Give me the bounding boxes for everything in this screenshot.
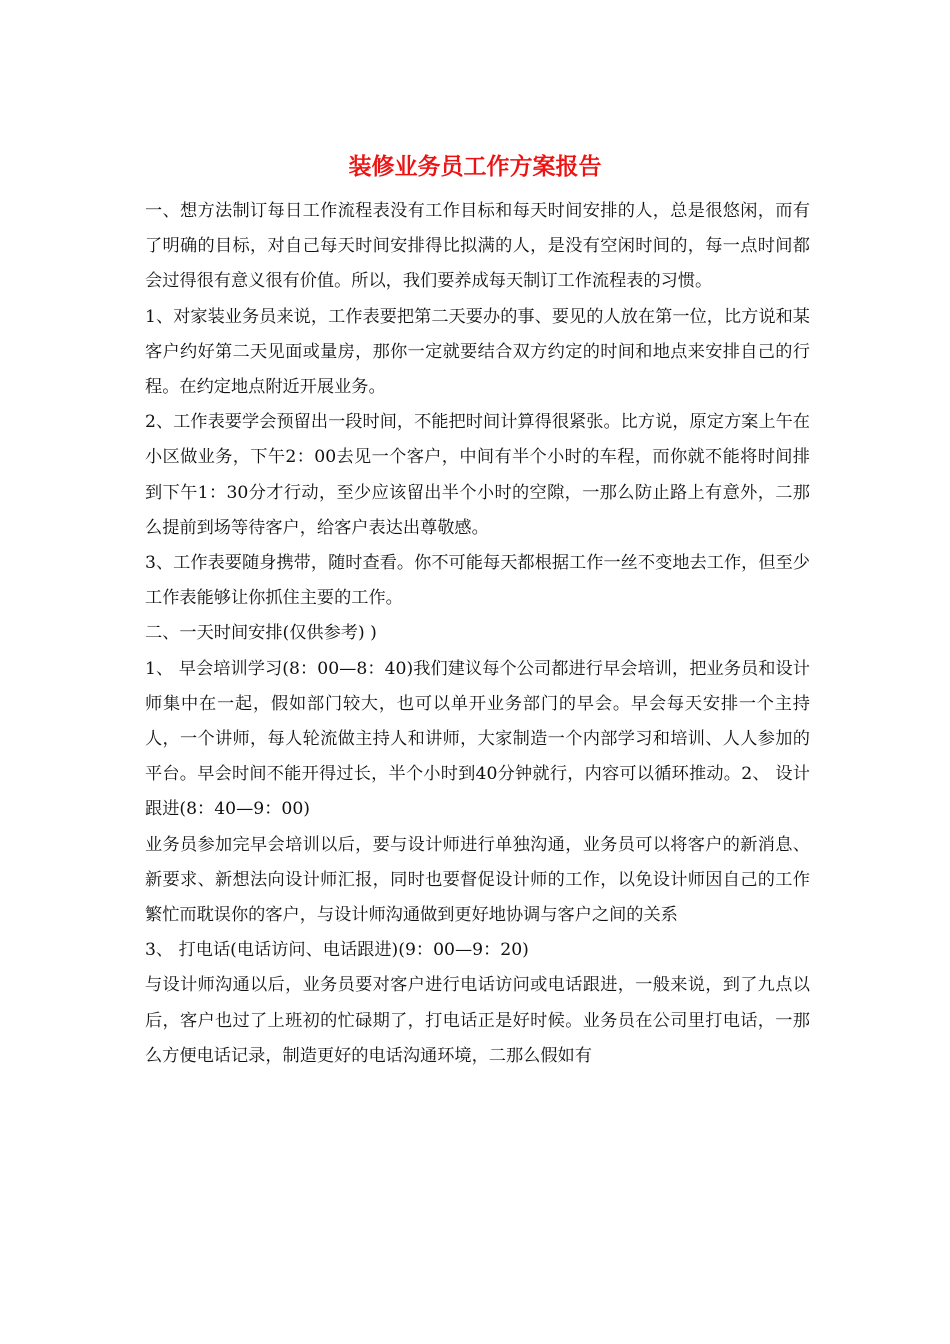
paragraph-7-designer-followup: 业务员参加完早会培训以后，要与设计师进行单独沟通，业务员可以将客户的新消息、新要求、新想法向设计师汇报，同时也要督促设计师的工作，以免设计师因自己的工作繁忙而耽误你的客户，与设计师沟通做到更好地协调与客户之间的关系 xyxy=(145,834,810,926)
paragraph-5-section-heading: 二、一天时间安排(仅供参考) ) xyxy=(145,623,377,644)
document-title: 装修业务员工作方案报告 xyxy=(348,153,602,180)
paragraph-8-phone-calls-heading: 3、 打电话(电话访问、电话跟进)(9：00—9：20) xyxy=(145,940,529,961)
paragraph-9-phone-calls: 与设计师沟通以后，业务员要对客户进行电话访问或电话跟进，一般来说，到了九点以后，客户也过了上班初的忙碌期了，打电话正是好时候。业务员在公司里打电话，一那么方便电话记录，制造更好的电话沟通环境，二那么假如有 xyxy=(145,975,810,1066)
paragraph-1-daily-workflow: 一、想方法制订每日工作流程表没有工作目标和每天时间安排的人，总是很悠闲，而有了明确的目标，对自己每天时间安排得比拟满的人，是没有空闲时间的，每一点时间都会过得很有意义很有价值。所以，我们要养成每天制订工作流程表的习惯。 xyxy=(145,201,810,292)
document-body xyxy=(145,194,810,1074)
paragraph-6-morning-training: 1、 早会培训学习(8：00—8：40)我们建议每个公司都进行早会培训，把业务员和设计师集中在一起，假如部门较大，也可以单开业务部门的早会。早会每天安排一个主持人，一个讲师，每人轮流做主持人和讲师，大家制造一个内部学习和培训、人人参加的平台。早会时间不能开得过长，半个小时到40分钟就行，内容可以循环推动。2、 设计跟进(8：40—9：00) xyxy=(145,658,810,820)
paragraph-4-carry-schedule: 3、工作表要随身携带，随时查看。你不可能每天都根据工作一丝不变地去工作，但至少工作表能够让你抓住主要的工作。 xyxy=(145,553,810,609)
paragraph-2-priority-tasks: 1、对家装业务员来说，工作表要把第二天要办的事、要见的人放在第一位，比方说和某客户约好第二天见面或量房，那你一定就要结合双方约定的时间和地点来安排自己的行程。在约定地点附近开展业务。 xyxy=(145,306,810,398)
paragraph-3-reserve-time: 2、工作表要学会预留出一段时间，不能把时间计算得很紧张。比方说，原定方案上午在小区做业务，下午2：00去见一个客户，中间有半个小时的车程，而你就不能将时间排到下午1：30分才行动，至少应该留出半个小时的空隙，一那么防止路上有意外，二那么提前到场等待客户，给客户表达出尊敬感。 xyxy=(145,412,810,538)
